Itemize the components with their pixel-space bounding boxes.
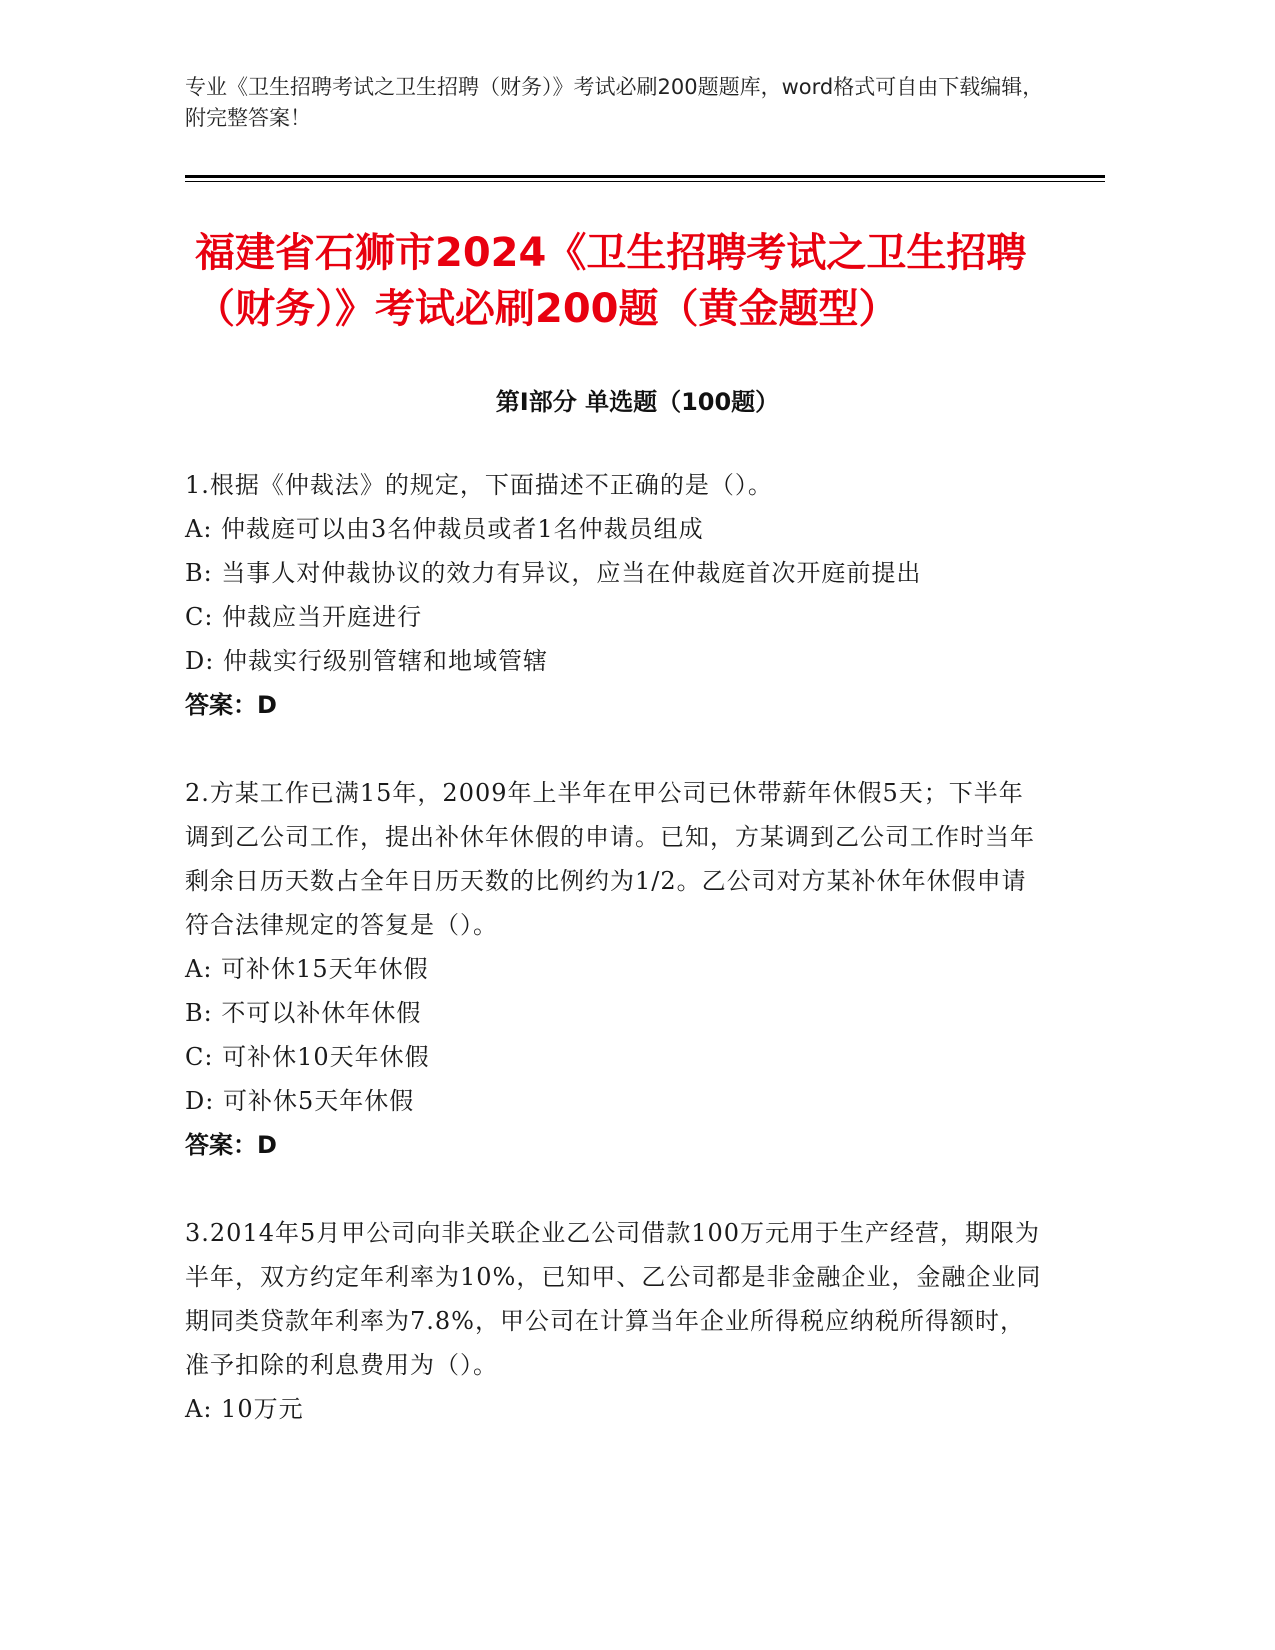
question-option-d: D: 可补休5天年休假 (185, 1087, 415, 1115)
question-list (185, 463, 1045, 1475)
question-option-b: B: 当事人对仲裁协议的效力有异议，应当在仲裁庭首次开庭前提出 (185, 559, 922, 587)
question-answer: 答案：D (185, 691, 277, 719)
document-page (185, 0, 1090, 1650)
question-option-a: A: 可补休15天年休假 (185, 955, 429, 983)
question-answer: 答案：D (185, 1131, 277, 1159)
header-note: 专业《卫生招聘考试之卫生招聘（财务）》考试必刷200题题库，word格式可自由下载编辑，附完整答案！ (185, 75, 1044, 130)
question-2 (185, 771, 1045, 1167)
question-option-c: C: 仲裁应当开庭进行 (185, 603, 423, 631)
header-divider-thick (185, 175, 1105, 178)
section-title: 第I部分 单选题（100题） (495, 388, 780, 416)
document-title: 福建省石狮市2024《卫生招聘考试之卫生招聘（财务）》考试必刷200题（黄金题型） (195, 230, 1027, 332)
question-stem: 3.2014年5月甲公司向非关联企业乙公司借款100万元用于生产经营，期限为半年，双方约定年利率为10%，已知甲、乙公司都是非金融企业，金融企业同期同类贷款年利率为7.8%，甲公司在计算当年企业所得税应纳税所得额时，准予扣除的利息费用为（）。 (185, 1219, 1042, 1379)
question-option-d: D: 仲裁实行级别管辖和地域管辖 (185, 647, 548, 675)
header-divider-thin (185, 181, 1105, 182)
question-3 (185, 1211, 1045, 1431)
question-1 (185, 463, 1045, 727)
question-option-a: A: 10万元 (185, 1395, 304, 1423)
question-option-c: C: 可补休10天年休假 (185, 1043, 430, 1071)
question-stem: 1.根据《仲裁法》的规定，下面描述不正确的是（）。 (185, 471, 773, 499)
question-stem: 2.方某工作已满15年，2009年上半年在甲公司已休带薪年休假5天；下半年调到乙公司工作，提出补休年休假的申请。已知，方某调到乙公司工作时当年剩余日历天数占全年日历天数的比例约为1/2。乙公司对方某补休年休假申请符合法律规定的答复是（）。 (185, 779, 1035, 939)
question-option-a: A: 仲裁庭可以由3名仲裁员或者1名仲裁员组成 (185, 515, 704, 543)
question-option-b: B: 不可以补休年休假 (185, 999, 422, 1027)
